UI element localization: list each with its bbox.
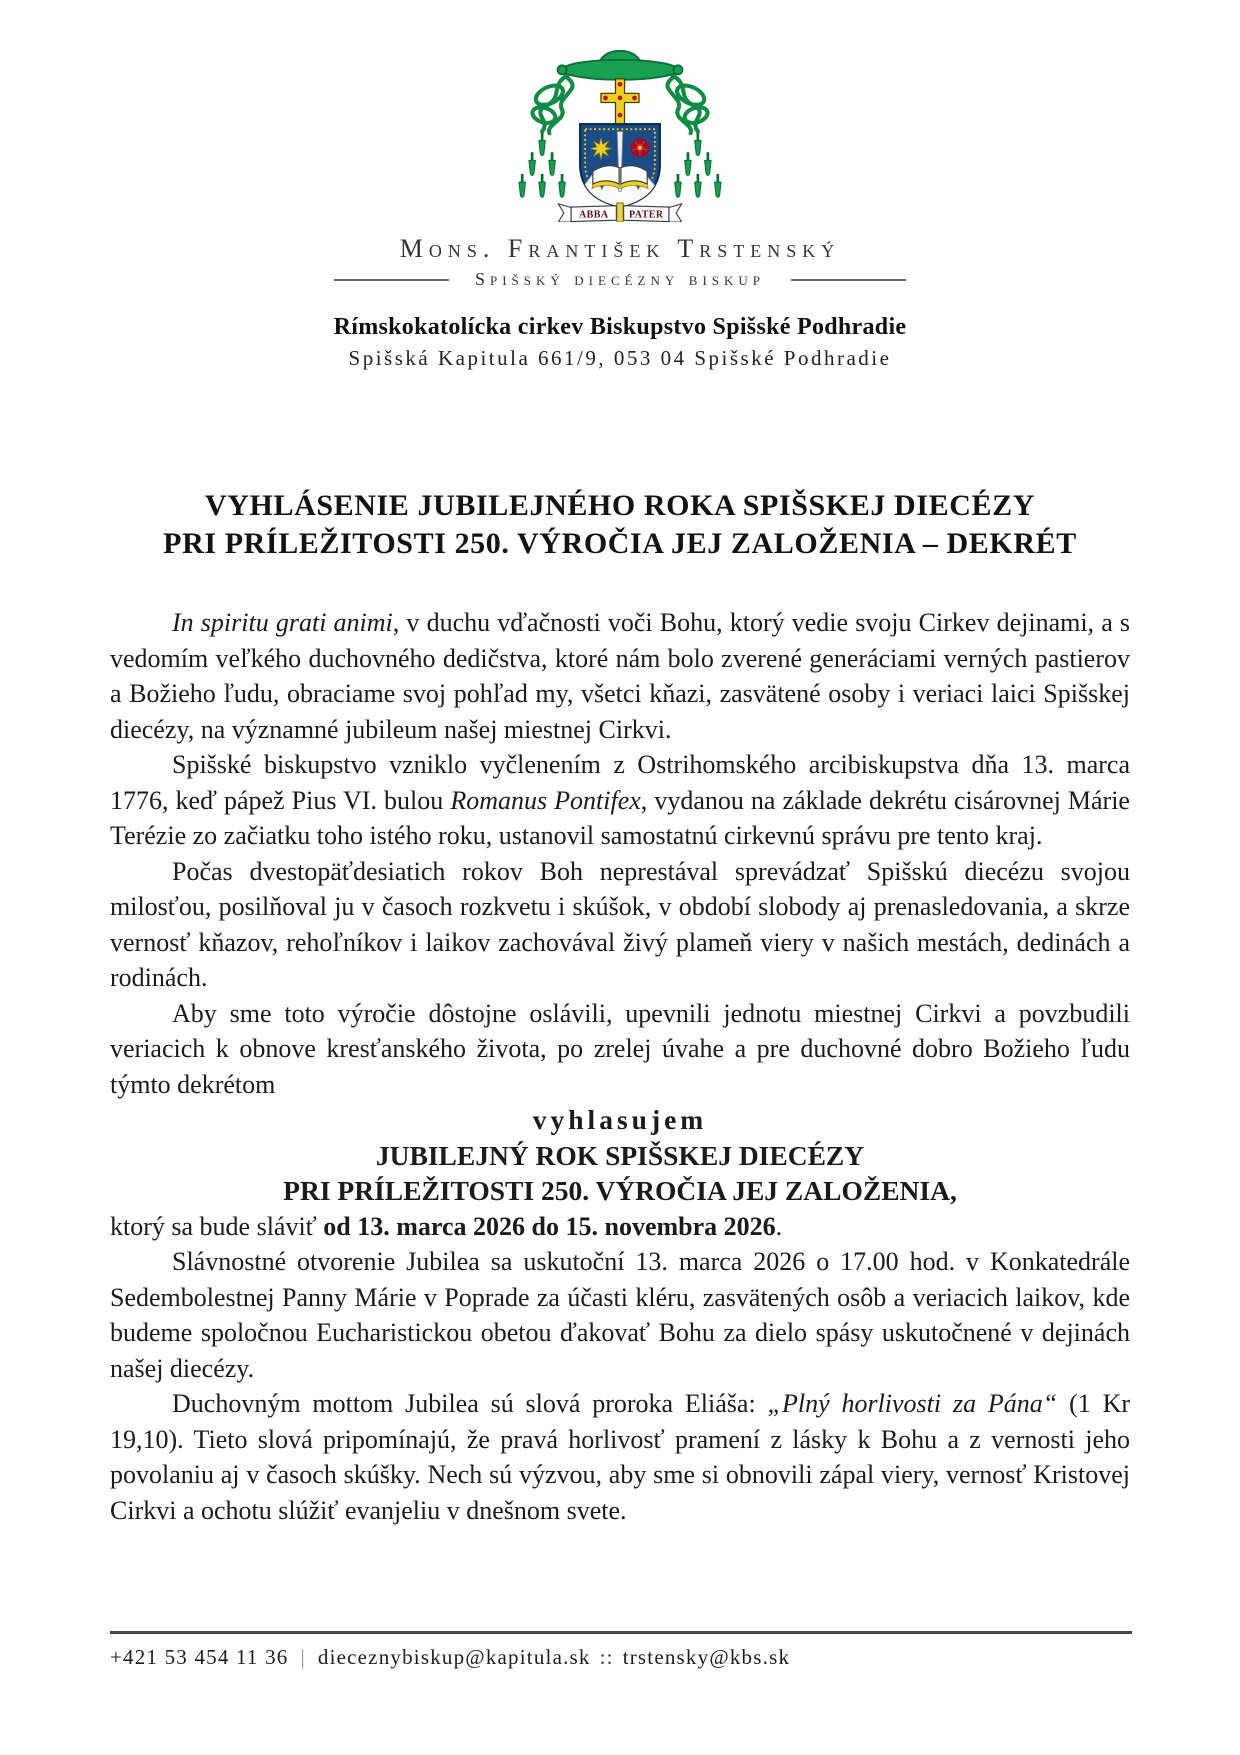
text-segment: Aby sme toto výročie dôstojne oslávili, upevnili jednotu miestnej Cirkvi a povzbudili veriacich k obnove kresťanského života, po zrelej úvahe a pre duchovné dobro Božieho ľudu týmto dekrétom xyxy=(110,998,1130,1099)
text-segment: JUBILEJNÝ ROK SPIŠSKEJ DIECÉZY xyxy=(375,1139,865,1171)
footer-separator-colons: :: xyxy=(599,1645,614,1669)
text-segment: . xyxy=(775,1211,783,1241)
text-segment: od 13. marca 2026 do 15. novembra 2026 xyxy=(323,1211,776,1241)
bishop-role-row xyxy=(0,269,1240,290)
footer-separator-pipe: | xyxy=(300,1645,306,1669)
paragraph-purpose xyxy=(110,996,1130,1103)
title-line-1: VYHLÁSENIE JUBILEJNÉHO ROKA SPIŠSKEJ DIECÉZY xyxy=(205,489,1035,522)
document-title xyxy=(0,487,1240,563)
footer-contact-bar xyxy=(110,1631,1132,1670)
paragraph-opening-ceremony xyxy=(110,1244,1130,1386)
paragraph-declaration-line2 xyxy=(110,1173,1130,1209)
left-divider-rule xyxy=(334,279,449,281)
footer-email-primary: dieceznybiskup@kapitula.sk xyxy=(317,1645,591,1669)
letterhead xyxy=(0,0,1240,371)
text-segment: vyhlasujem xyxy=(532,1104,708,1135)
text-segment: ktorý sa bude sláviť xyxy=(110,1211,324,1241)
institution-address: Spišská Kapitula 661/9, 053 04 Spišské Podhradie xyxy=(348,346,892,370)
star-icon xyxy=(590,138,612,160)
institution-name: Rímskokatolícka cirkev Biskupstvo Spišské Podhradie xyxy=(333,314,907,340)
text-segment: In spiritu grati animi xyxy=(172,608,393,637)
paragraph-intro xyxy=(110,605,1130,747)
bishop-role: Spišský diecézny biskup xyxy=(474,269,766,289)
text-segment: Duchovným mottom Jubilea sú slová proroka Eliáša: xyxy=(172,1389,768,1418)
text-segment: „Plný horlivosti za Pána“ xyxy=(767,1389,1058,1418)
text-segment: , v duchu vďačnosti voči Bohu, ktorý vedie svoju Cirkev dejinami, a s vedomím veľkého duchovného dedičstva, ktoré nám bolo zverené generáciami verných pastierov a Božieho ľudu, obraciame svoj pohľad my, všetci kňazi, zasvätené osoby i veriaci laici Spišskej diecézy, na významné jubileum našej miestnej Cirkvi. xyxy=(110,608,1130,744)
paragraph-declaration-verb xyxy=(110,1102,1130,1138)
footer-email-secondary: trstensky@kbs.sk xyxy=(622,1645,791,1669)
text-segment: Slávnostné otvorenie Jubilea sa uskutoční 13. marca 2026 o 17.00 hod. v Konkatedrále Sedembolestnej Panny Márie v Poprade za účasti kléru, zasvätených osôb a veriacich laikov, kde budeme spoločnou Eucharistickou obetou ďakovať Bohu za dielo spásy uskutočnené v dejinách našej diecézy. xyxy=(110,1247,1130,1383)
text-segment: Spišské biskupstvo vzniklo vyčlenením z Ostrihomského arcibiskupstva dňa 13. marca 1776, keď pápež Pius VI. bulou xyxy=(110,750,1130,815)
paragraph-providence xyxy=(110,854,1130,996)
text-segment: (1 Kr 19,10). Tieto slová pripomínajú, že pravá horlivosť pramení z lásky k Bohu a z vernosti jeho povolaniu aj v časoch skúšky. Nech sú výzvou, aby sme si obnovili zápal viery, vernosť Kristovej Cirkvi a ochotu slúžiť evanjeliu v dnešnom svete. xyxy=(110,1389,1131,1525)
body-paragraphs xyxy=(110,605,1130,1528)
text-segment: Romanus Pontifex xyxy=(450,785,641,815)
galero-hat-icon xyxy=(558,51,683,80)
title-line-2: PRI PRÍLEŽITOSTI 250. VÝROČIA JEJ ZALOŽENIA – DEKRÉT xyxy=(163,527,1077,560)
banner-word-pater: PATER xyxy=(628,209,664,221)
text-segment: , vydanou na základe dekrétu cisárovnej Márie Terézie zo začiatku toho istého roku, ustanovil samostatnú cirkevnú správu pre tento kraj. xyxy=(110,785,1130,850)
text-segment: PRI PRÍLEŽITOSTI 250. VÝROČIA JEJ ZALOŽENIA, xyxy=(283,1175,957,1206)
text-segment: Počas dvestopäťdesiatich rokov Boh neprestával sprevádzať Spišskú diecézu svojou milosťou, posilňoval ju v časoch rozkvetu i skúšok, v období slobody aj prenasledovania, a skrze vernosť kňazov, rehoľníkov i laikov zachovával živý plameň viery v našich mestách, dedinách a rodinách. xyxy=(110,856,1130,992)
paragraph-declaration-line1 xyxy=(110,1138,1130,1174)
paragraph-duration xyxy=(110,1209,1130,1245)
shield-icon xyxy=(578,124,661,209)
cross-icon xyxy=(601,79,639,128)
banner-word-abba: ABBA xyxy=(579,209,609,221)
paragraph-history xyxy=(110,747,1130,854)
right-divider-rule xyxy=(791,279,906,281)
paragraph-motto xyxy=(110,1386,1130,1528)
bishop-name: Mons. František Trstenský xyxy=(399,234,841,263)
bishop-coat-of-arms-icon xyxy=(502,30,738,222)
motto-banner xyxy=(558,203,681,222)
footer-phone: +421 53 454 11 36 xyxy=(110,1645,289,1669)
